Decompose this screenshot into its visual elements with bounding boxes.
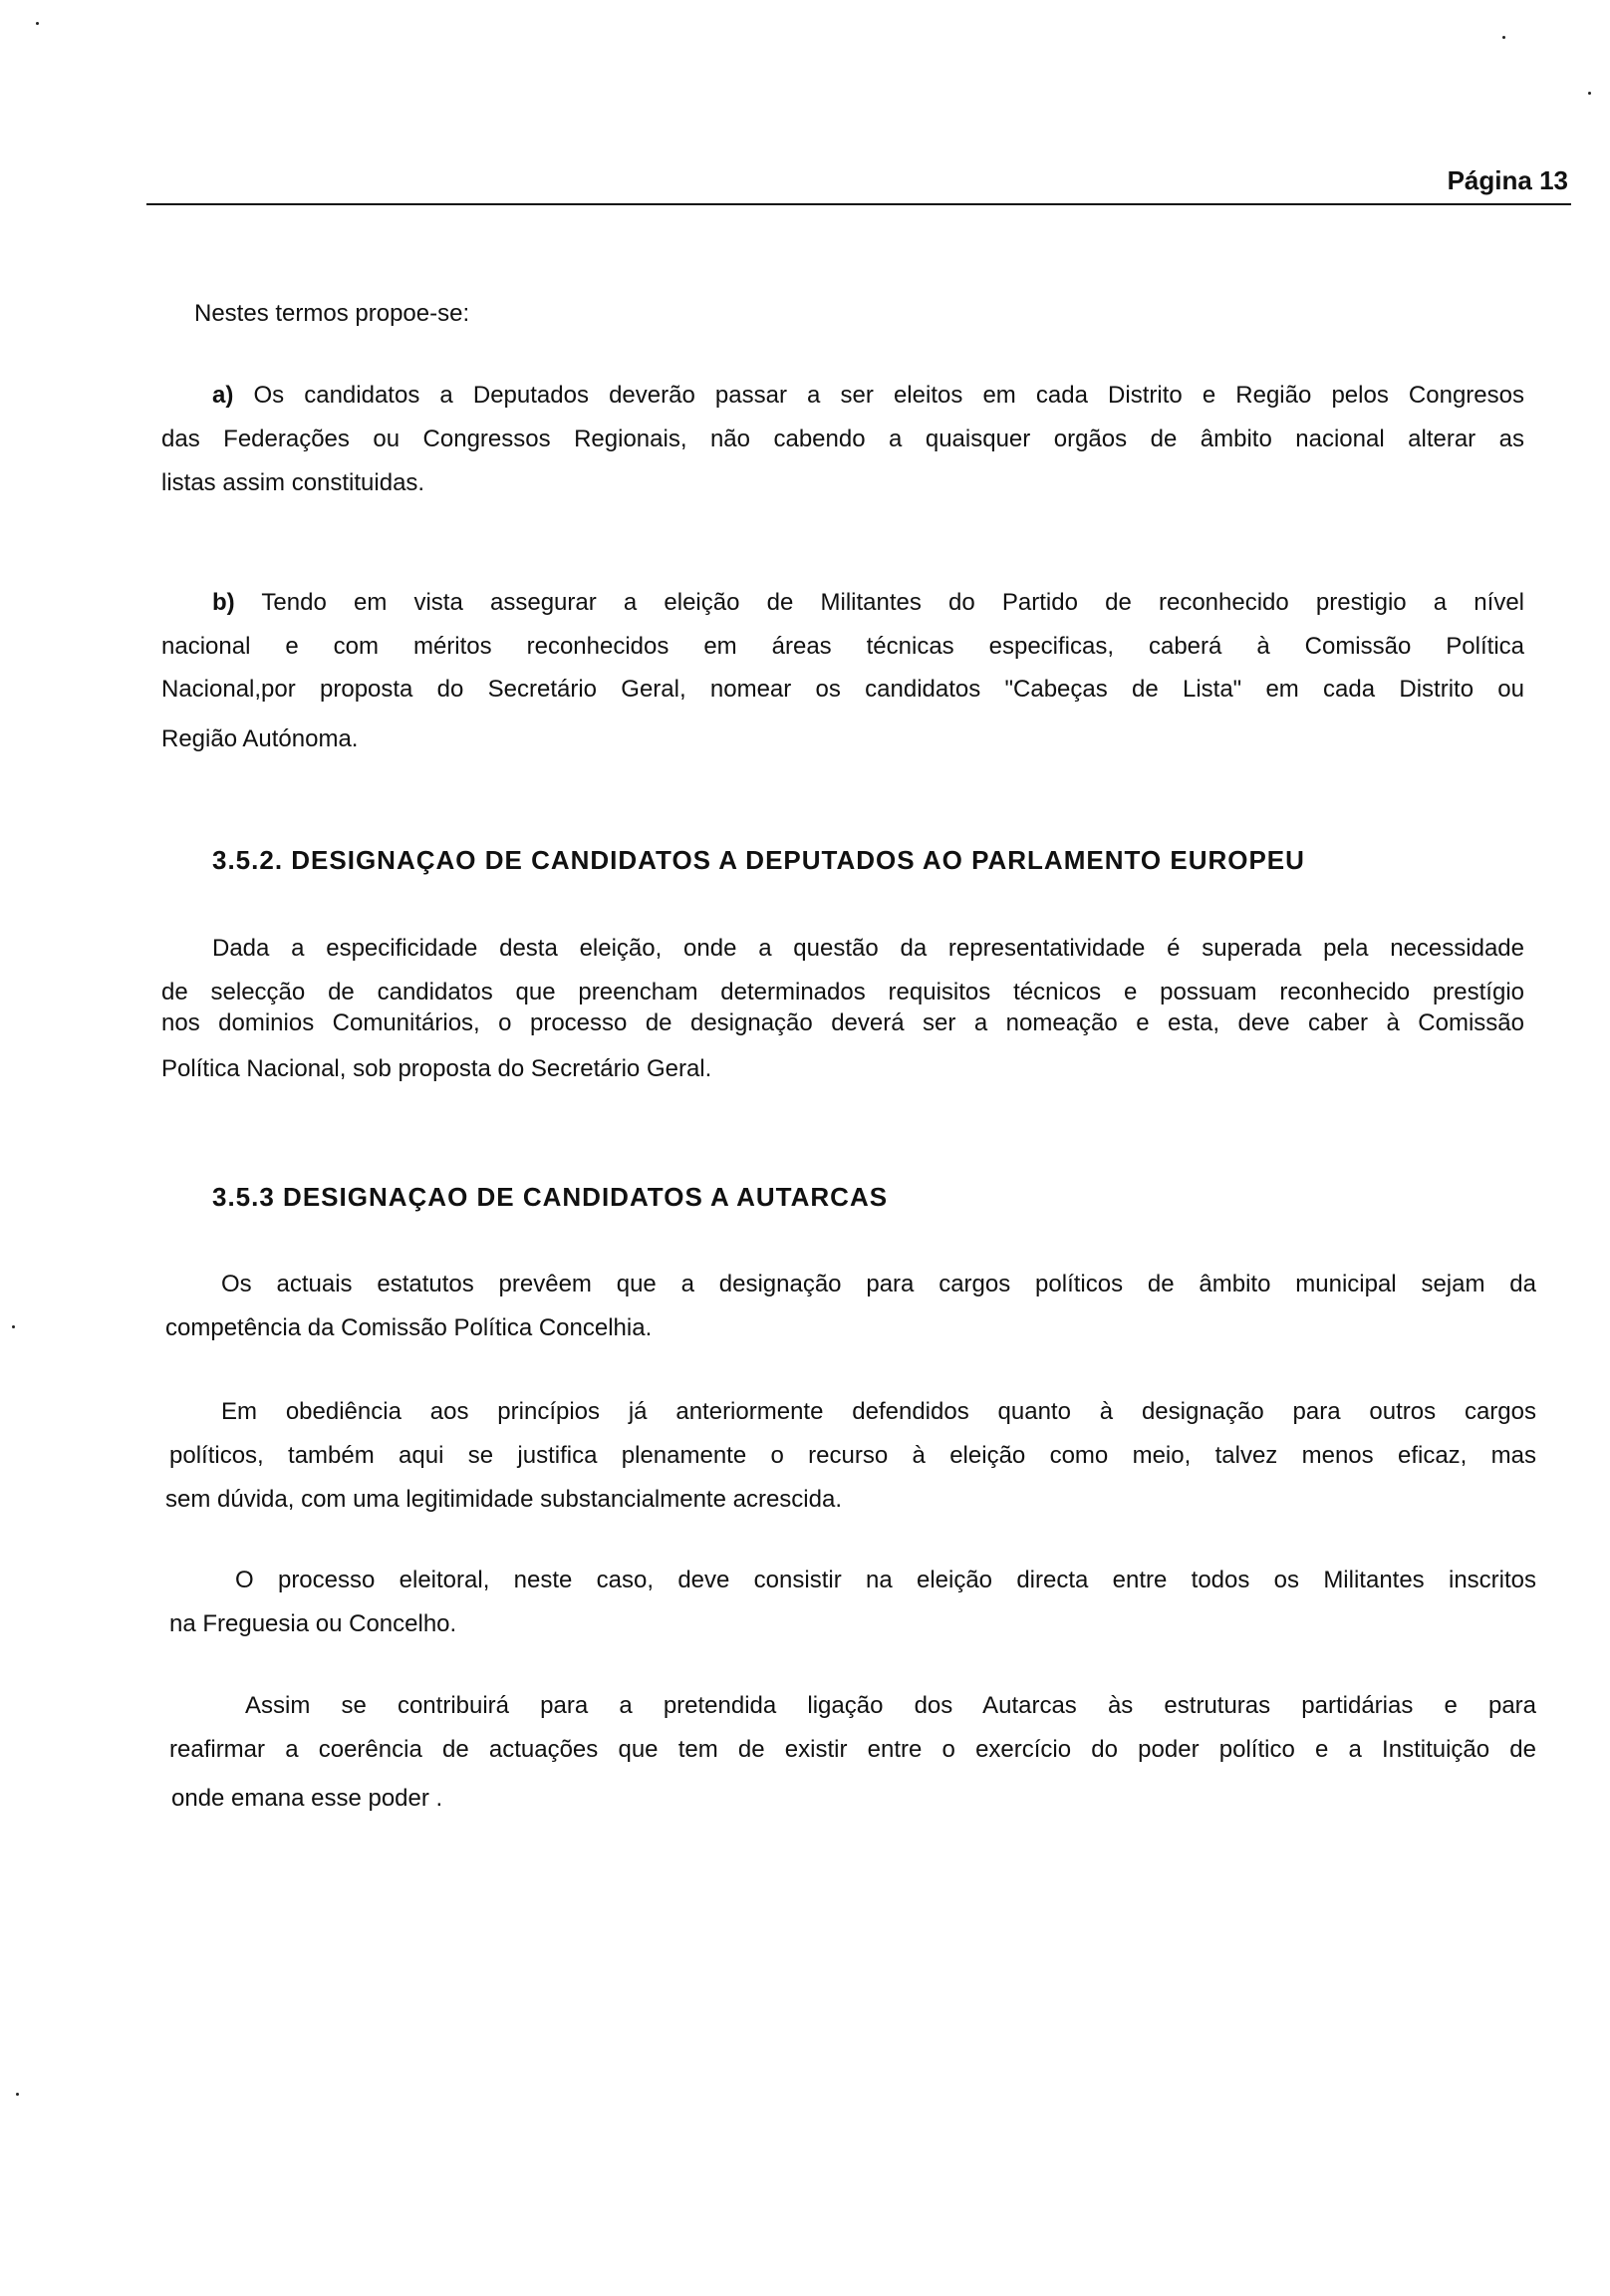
item-b-text: Tendo em vista assegurar a eleição de Militantes do Partido de reconhecido prestigio a nível bbox=[261, 589, 1525, 616]
item-b-line: Região Autónoma. bbox=[161, 725, 359, 752]
section-353-p3-line: O processo eleitoral, neste caso, deve consistir na eleição directa entre todos os Militantes inscritos bbox=[235, 1567, 1536, 1593]
page-number: Página 13 bbox=[1447, 165, 1568, 195]
section-353-p2-line: Em obediência aos princípios já anteriormente defendidos quanto à designação para outros cargos bbox=[221, 1398, 1536, 1425]
section-352-line: Dada a especificidade desta eleição, onde a questão da representatividade é superada pela necessidade bbox=[212, 935, 1524, 962]
item-a-line bbox=[212, 381, 1524, 411]
section-353-p4-line: reafirmar a coerência de actuações que tem de existir entre o exercício do poder político e a Instituição de bbox=[169, 1736, 1536, 1763]
section-353-p4-line: Assim se contribuirá para a pretendida ligação dos Autarcas às estruturas partidárias e para bbox=[245, 1692, 1536, 1719]
section-352-heading: 3.5.2. DESIGNAÇAO DE CANDIDATOS A DEPUTADOS AO PARLAMENTO EUROPEU bbox=[212, 845, 1305, 875]
item-b-line: nacional e com méritos reconhecidos em áreas técnicas especificas, caberá à Comissão Política bbox=[161, 633, 1524, 660]
item-a-marker: a) bbox=[212, 382, 234, 409]
scan-speck bbox=[1502, 36, 1505, 39]
scan-speck bbox=[36, 22, 39, 25]
section-352-line: de selecção de candidatos que preencham determinados requisitos técnicos e possuam reconhecido prestígio bbox=[161, 979, 1524, 1005]
item-a-line: listas assim constituidas. bbox=[161, 469, 425, 496]
section-353-p2-line: políticos, também aqui se justifica plenamente o recurso à eleição como meio, talvez menos eficaz, mas bbox=[169, 1442, 1536, 1469]
section-353-p1-line: competência da Comissão Política Concelhia. bbox=[165, 1314, 653, 1341]
section-353-p1-line: Os actuais estatutos prevêem que a designação para cargos políticos de âmbito municipal sejam da bbox=[221, 1271, 1536, 1297]
section-352-line: Política Nacional, sob proposta do Secretário Geral. bbox=[161, 1055, 712, 1082]
scan-speck bbox=[16, 2093, 19, 2096]
scan-speck bbox=[12, 1325, 15, 1328]
section-353-heading: 3.5.3 DESIGNAÇAO DE CANDIDATOS A AUTARCAS bbox=[212, 1182, 889, 1212]
item-a-text: Os candidatos a Deputados deverão passar a ser eleitos em cada Distrito e Região pelos Congresos bbox=[253, 382, 1524, 409]
item-b-line bbox=[212, 588, 1524, 618]
item-a-line: das Federações ou Congressos Regionais, não cabendo a quaisquer orgãos de âmbito nacional alterar as bbox=[161, 426, 1524, 452]
item-b-marker: b) bbox=[212, 589, 235, 616]
section-353-p4-line: onde emana esse poder . bbox=[171, 1785, 443, 1812]
section-353-p2-line: sem dúvida, com uma legitimidade substancialmente acrescida. bbox=[165, 1486, 842, 1513]
item-b-line: Nacional,por proposta do Secretário Geral, nomear os candidatos "Cabeças de Lista" em cada Distrito ou bbox=[161, 676, 1524, 703]
scan-speck bbox=[1588, 92, 1591, 95]
header-rule bbox=[146, 203, 1571, 205]
intro-text: Nestes termos propoe-se: bbox=[194, 300, 470, 327]
section-353-p3-line: na Freguesia ou Concelho. bbox=[169, 1610, 457, 1637]
section-352-line: nos dominios Comunitários, o processo de designação deverá ser a nomeação e esta, deve caber à Comissão bbox=[161, 1009, 1524, 1036]
